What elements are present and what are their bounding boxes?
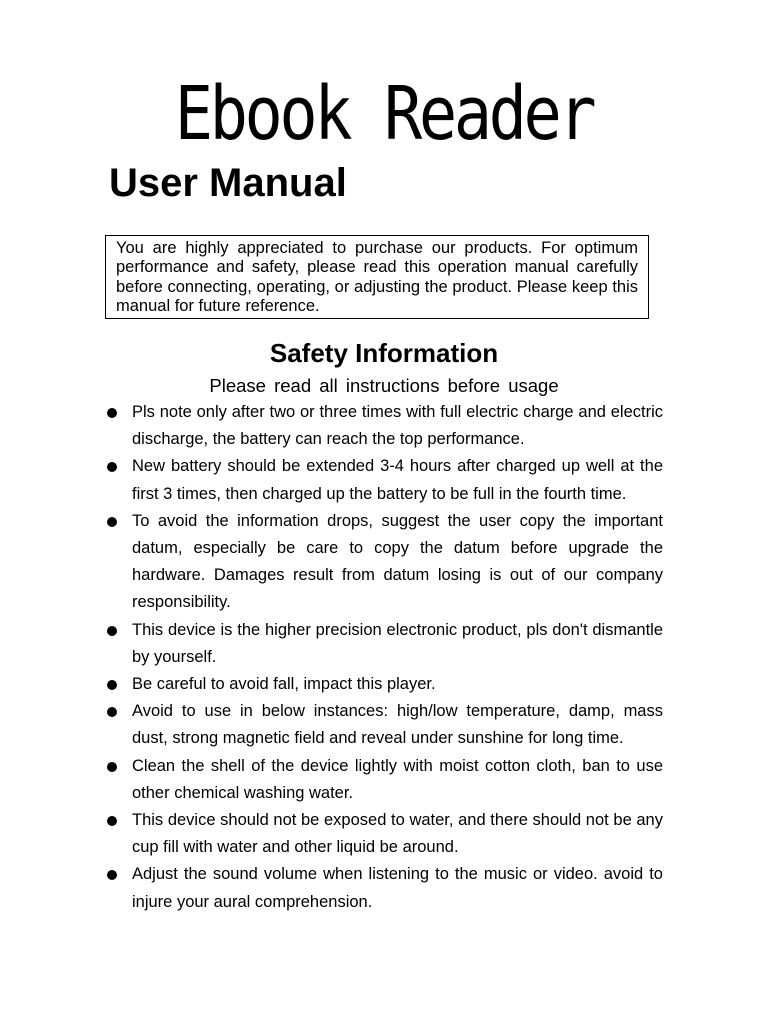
bullet-icon — [107, 707, 117, 717]
safety-list-item — [104, 671, 663, 698]
safety-list-item — [104, 617, 663, 671]
safety-item-text: Be careful to avoid fall, impact this player. — [132, 675, 436, 694]
safety-list-item — [104, 453, 663, 507]
bullet-icon — [107, 462, 117, 472]
safety-item-text: Avoid to use in below instances: high/low temperature, damp, mass dust, strong magnetic field and reveal under sunshine for long time. — [132, 702, 663, 748]
safety-list-item — [104, 753, 663, 807]
document-title: Ebook Reader — [174, 71, 594, 157]
bullet-icon — [107, 408, 117, 418]
safety-item-text: To avoid the information drops, suggest the user copy the important datum, especially be care to copy the datum before upgrade the hardware. Damages result from datum losing is out of our company responsibility. — [132, 511, 663, 612]
safety-list-item — [104, 508, 663, 617]
safety-subheading: Please read all instructions before usage — [209, 375, 559, 396]
document-subtitle: User Manual — [109, 161, 347, 205]
safety-item-text: New battery should be extended 3-4 hours after charged up well at the first 3 times, then charged up the battery to be full in the fourth time. — [132, 457, 663, 503]
intro-notice-box — [105, 235, 649, 319]
bullet-icon — [107, 680, 117, 690]
safety-heading: Safety Information — [269, 338, 499, 368]
bullet-icon — [107, 762, 117, 772]
bullet-icon — [107, 816, 117, 826]
bullet-icon — [107, 626, 117, 636]
bullet-icon — [107, 517, 117, 527]
bullet-icon — [107, 870, 117, 880]
intro-notice-text: You are highly appreciated to purchase our products. For optimum performance and safety, please read this operation manual carefully before connecting, operating, or adjusting the product. Please keep this manual for future reference. — [116, 239, 638, 316]
safety-list-item — [104, 399, 663, 453]
safety-item-text: Clean the shell of the device lightly with moist cotton cloth, ban to use other chemical washing water. — [132, 756, 663, 802]
safety-list-item — [104, 807, 663, 861]
safety-item-text: This device should not be exposed to water, and there should not be any cup fill with water and other liquid be around. — [132, 811, 663, 857]
safety-item-text: Adjust the sound volume when listening to the music or video. avoid to injure your aural comprehension. — [132, 865, 663, 911]
safety-list-item — [104, 698, 663, 752]
safety-list — [104, 399, 663, 916]
safety-item-text: Pls note only after two or three times with full electric charge and electric discharge, the battery can reach the top performance. — [132, 403, 663, 449]
safety-list-item — [104, 861, 663, 915]
safety-item-text: This device is the higher precision electronic product, pls don't dismantle by yourself. — [132, 620, 663, 666]
